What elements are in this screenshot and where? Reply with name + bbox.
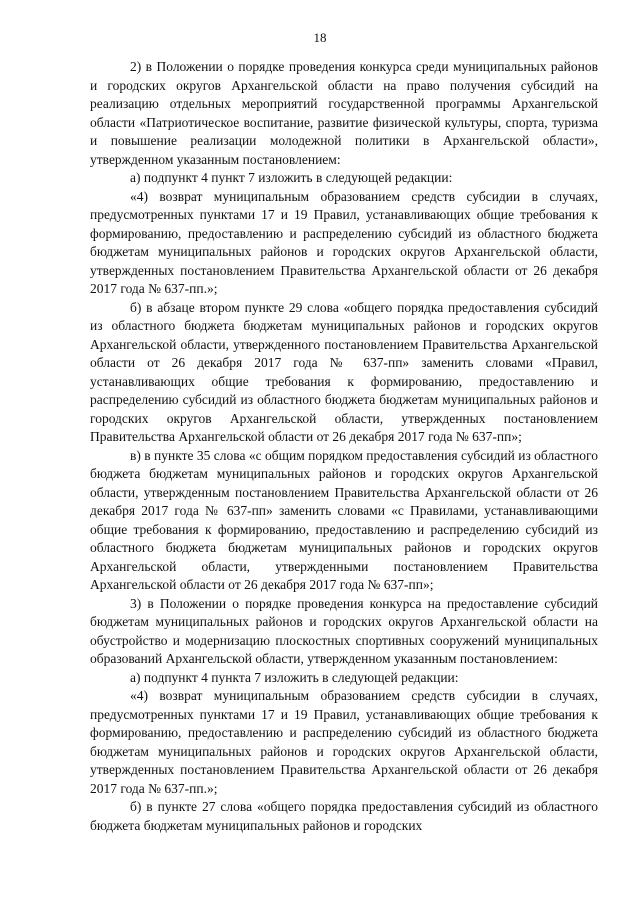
paragraph-quote-4: «4) возврат муниципальным образованием средств субсидии в случаях, предусмотренных пунктами 17 и 19 Правил, устанавливающих общие требования к формированию, предоставлению и распределению субсидий из областного бюджета бюджетам муниципальных районов и городских округов Архангельской области, утвержденных постановлением Правительства Архангельской области от 26 декабря 2017 года № 637-пп.»; — [90, 188, 598, 296]
paragraph-subitem-a: а) подпункт 4 пункт 7 изложить в следующей редакции: — [130, 170, 453, 185]
page-number: 18 — [313, 30, 327, 45]
paragraph-subitem-a-2: а) подпункт 4 пункта 7 изложить в следующей редакции: — [130, 669, 459, 685]
document-body — [90, 58, 598, 835]
paragraph-subitem-b: б) в абзаце втором пункте 29 слова «общего порядка предоставления субсидий из областного бюджета бюджетам муниципальных районов и городских округов Архангельской области, утвержденного постановлением Правительства Архангельской области от 26 декабря 2017 года № 637-пп» заменить словами «Правил, устанавливающих общие требования к формированию, предоставлению и распределению субсидий из областного бюджета бюджетам муниципальных районов и городских округов Архангельской области, утвержденных постановлением Правительства Архангельской области от 26 декабря 2017 года № 637-пп»; — [90, 299, 598, 444]
paragraph-subitem-b-2: б) в пункте 27 слова «общего порядка предоставления субсидий из областного бюджета бюджетам муниципальных районов и городских — [90, 799, 598, 833]
paragraph-quote-4-2: «4) возврат муниципальным образованием средств субсидии в случаях, предусмотренных пунктами 17 и 19 Правил, устанавливающих общие требования к формированию, предоставлению и распределению субсидий из областного бюджета бюджетам муниципальных районов и городских округов Архангельской области, утвержденных постановлением Правительства Архангельской области от 26 декабря 2017 года № 637-пп.»; — [90, 688, 598, 796]
paragraph-subitem-v: в) в пункте 35 слова «с общим порядком предоставления субсидий из областного бюджета бюджетам муниципальных районов и городских округов Архангельской области, утвержденным постановлением Правительства Архангельской области от 26 декабря 2017 года № 637-пп» заменить словами «с Правилами, устанавливающими общие требования к формированию, предоставлению и распределению субсидий из областного бюджета бюджетам муниципальных районов и городских округов Архангельской области, утвержденными постановлением Правительства Архангельской области от 26 декабря 2017 года № 637-пп»; — [90, 447, 598, 592]
paragraph-item-2: 2) в Положении о порядке проведения конкурса среди муниципальных районов и городских округов Архангельской области на право получения субсидий на реализацию отдельных мероприятий государственной программы Архангельской области «Патриотическое воспитание, развитие физической культуры, спорта, туризма и повышение реализации молодежной политики в Архангельской области», утвержденном указанным постановлением: — [90, 59, 598, 167]
paragraph-item-3: 3) в Положении о порядке проведения конкурса на предоставление субсидий бюджетам муниципальных районов и городских округов Архангельской области на обустройство и модернизацию плоскостных спортивных сооружений муниципальных образований Архангельской области, утвержденном указанным постановлением: — [90, 595, 598, 666]
